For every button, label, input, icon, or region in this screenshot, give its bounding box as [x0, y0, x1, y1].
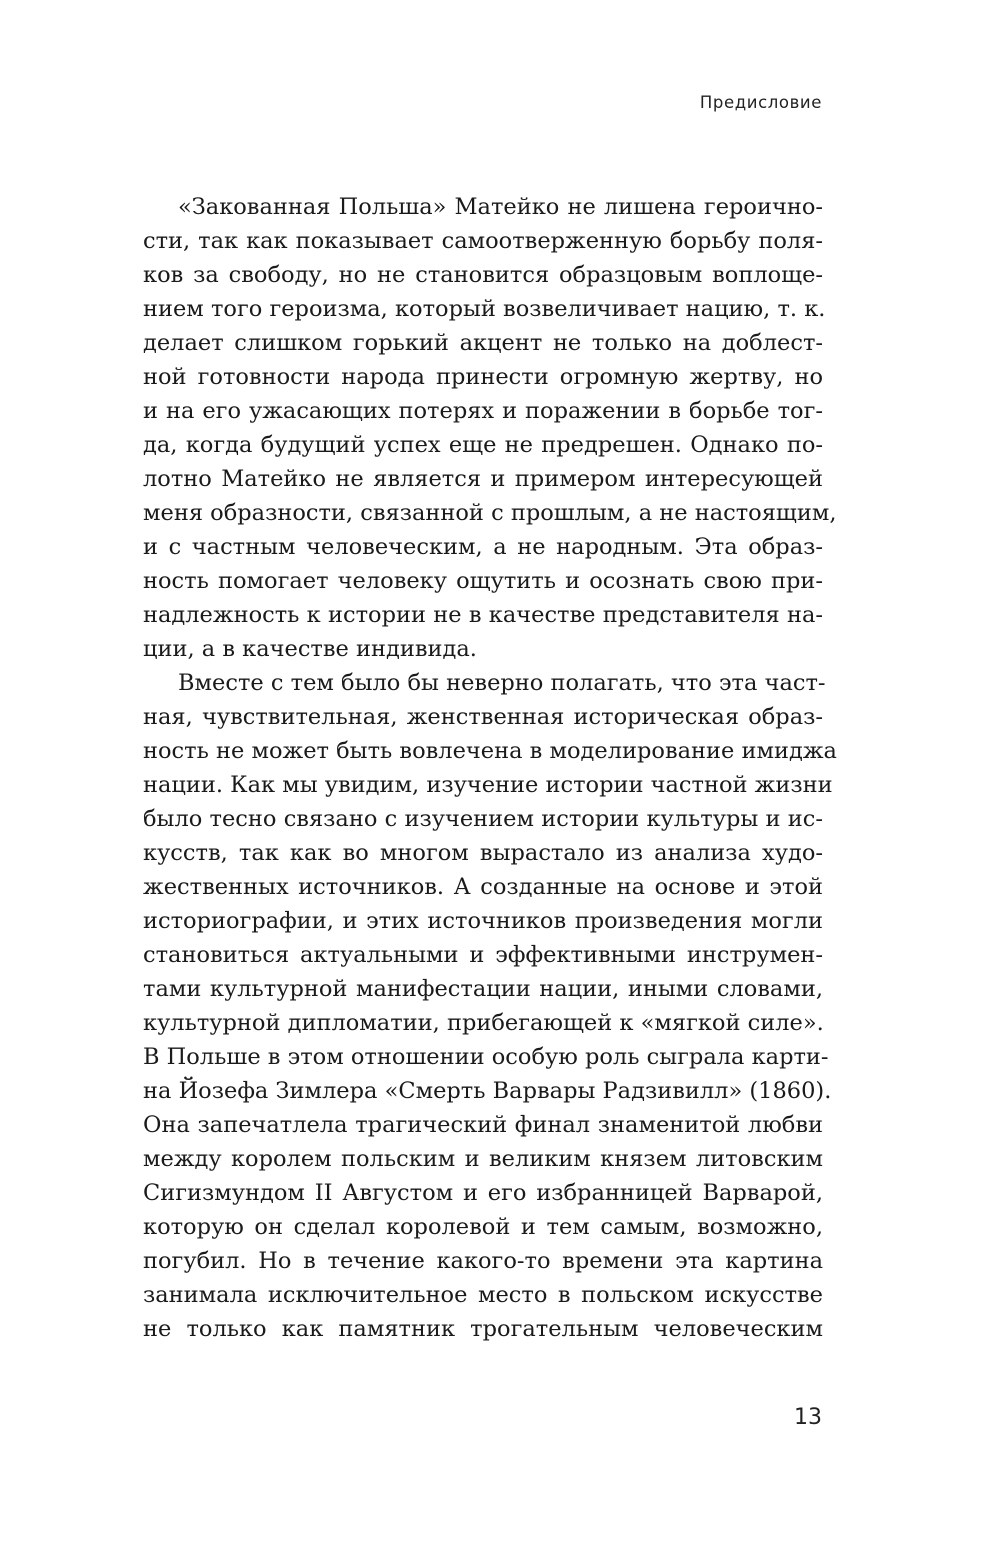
text-line: сти, так как показывает самоотверженную борьбу поля- — [143, 228, 823, 254]
body-text — [143, 190, 837, 1346]
text-line: нием того героизма, который возвеличивает нацию, т. к. — [143, 296, 826, 322]
page-number: 13 — [794, 1405, 822, 1430]
text-line: меня образности, связанной с прошлым, а не настоящим, — [143, 500, 837, 526]
text-line: «Закованная Польша» Матейко не лишена героичнo- — [178, 194, 823, 220]
text-line: ная, чувствительная, женственная историческая образ- — [143, 704, 823, 730]
running-header: Предисловие — [699, 93, 822, 112]
text-line: погубил. Но в течение какого-то времени эта картина — [143, 1248, 823, 1274]
text-line: надлежность к истории не в качестве представителя на- — [143, 602, 823, 628]
text-line: В Польше в этом отношении особую роль сыграла карти- — [143, 1044, 829, 1070]
text-line: ков за свободу, но не становится образцовым воплоще- — [143, 262, 823, 288]
text-line: Она запечатлела трагический финал знаменитой любви — [143, 1112, 823, 1138]
text-line: между королем польским и великим князем литовским — [143, 1146, 823, 1172]
text-line: на Йозефа Зимлера «Смерть Варвары Радзивилл» (1860). — [143, 1078, 832, 1104]
paragraph — [143, 190, 837, 666]
text-line: нации. Как мы увидим, изучение истории частной жизни — [143, 772, 833, 798]
text-line: ции, а в качестве индивида. — [143, 636, 477, 662]
text-line: да, когда будущий успех еще не предрешен. Однако по- — [143, 432, 823, 458]
text-line: становиться актуальными и эффективными инструмен- — [143, 942, 823, 968]
text-line: ной готовности народа принести огромную жертву, но — [143, 364, 823, 390]
text-line: историографии, и этих источников произведения могли — [143, 908, 823, 934]
text-line: ность не может быть вовлечена в моделирование имиджа — [143, 738, 837, 764]
text-line: не только как памятник трогательным человеческим — [143, 1316, 823, 1342]
text-line: лотно Матейко не является и примером интересующей — [143, 466, 823, 492]
text-line: и на его ужасающих потерях и поражении в борьбе тог- — [143, 398, 823, 424]
text-line: жественных источников. А созданные на основе и этой — [143, 874, 823, 900]
text-line: было тесно связано с изучением истории культуры и ис- — [143, 806, 823, 832]
text-line: и с частным человеческим, а не народным. Эта образ- — [143, 534, 823, 560]
text-line: занимала исключительное место в польском искусстве — [143, 1282, 823, 1308]
text-line: тами культурной манифестации нации, иными словами, — [143, 976, 823, 1002]
text-line: культурной дипломатии, прибегающей к «мягкой силе». — [143, 1010, 824, 1036]
text-line: Вместе с тем было бы неверно полагать, что эта част- — [178, 670, 826, 696]
text-line: Сигизмундом II Августом и его избранницей Варварой, — [143, 1180, 823, 1206]
text-line: кусств, так как во многом вырастало из анализа худо- — [143, 840, 823, 866]
text-line: ность помогает человеку ощутить и осознать свою при- — [143, 568, 823, 594]
paragraph — [143, 666, 837, 1346]
text-line: делает слишком горький акцент не только на доблест- — [143, 330, 823, 356]
text-line: которую он сделал королевой и тем самым, возможно, — [143, 1214, 823, 1240]
